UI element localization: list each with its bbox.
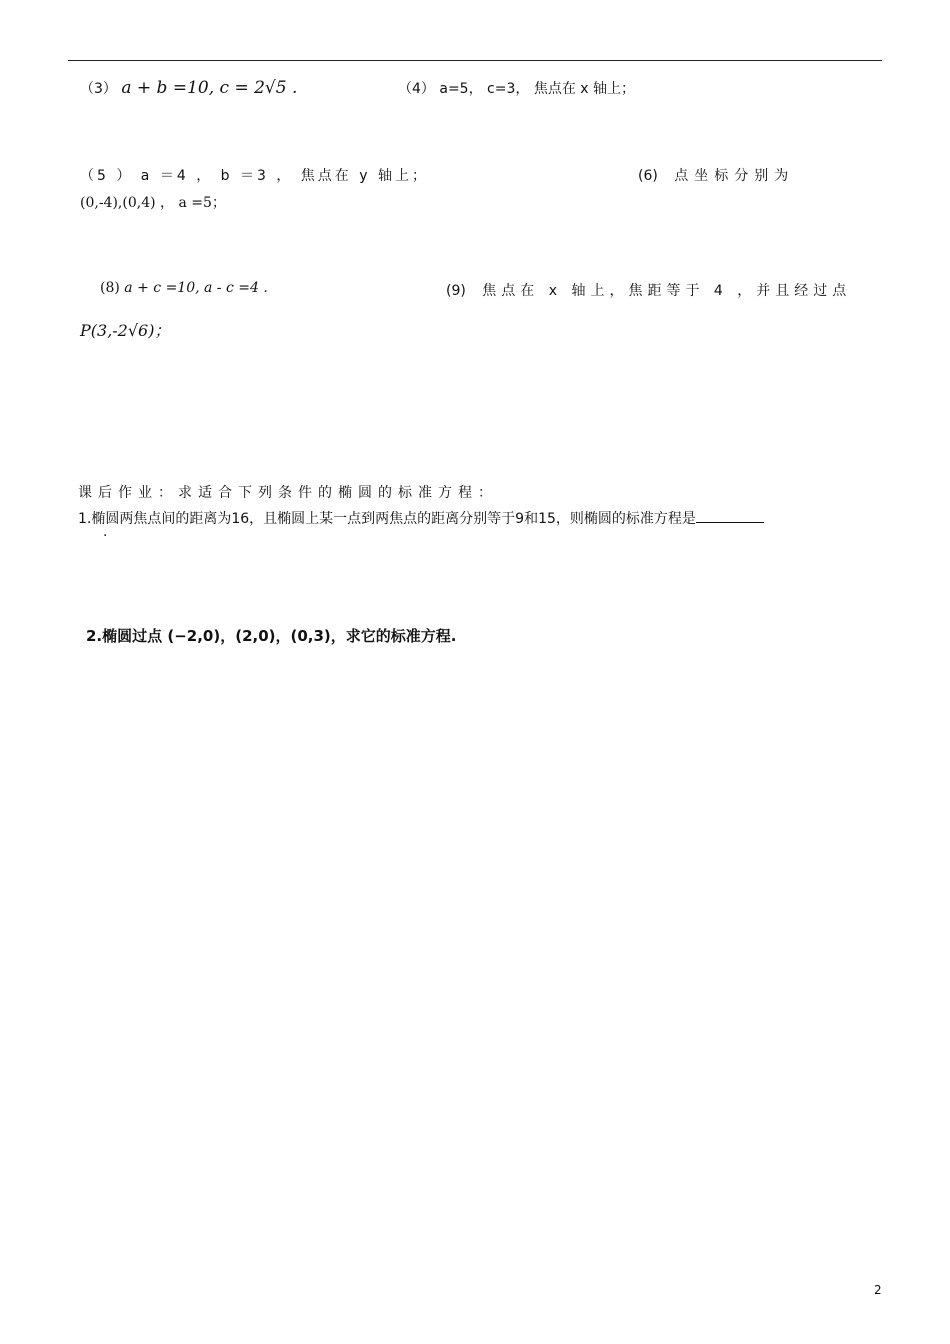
item-3 (80, 78, 297, 98)
item-9-text: 焦点在 x 轴上，焦距等于 4 ，并且经过点 (482, 283, 852, 299)
item-8-formula: a + c =10, a - c =4 . (124, 280, 268, 296)
item-6 (638, 165, 794, 185)
item-9 (446, 280, 851, 300)
item-4-number: （4） (398, 81, 435, 97)
answer-blank (696, 508, 764, 523)
header-rule (68, 60, 882, 61)
item-5 (80, 165, 429, 185)
homework-question-1-end: . (103, 524, 108, 540)
item-8-number: (8) (100, 280, 120, 296)
homework-question-1 (78, 508, 764, 528)
item-6-text: 点坐标分别为 (674, 168, 795, 184)
item-8 (100, 280, 268, 296)
homework-heading: 课后作业：求适合下列条件的椭圆的标准方程： (78, 485, 498, 501)
item-9-number: (9) (446, 283, 466, 299)
item-9-continued: P(3,-2√6)； (80, 321, 171, 340)
item-5-text: （5 ） a ＝4 ， b ＝3 ， 焦点在 y 轴上； (80, 168, 429, 184)
item-3-formula: a + b =10, c = 2√5 . (121, 78, 298, 98)
item-4-text: a=5， c=3， 焦点在 x 轴上； (439, 81, 636, 97)
homework-question-1-text: 1.椭圆两焦点间的距离为16，且椭圆上某一点到两焦点的距离分别等于9和15，则椭圆的标准方程是 (78, 511, 696, 527)
item-4 (398, 78, 635, 98)
item-6-continued: (0,-4),(0,4) ， a =5； (80, 195, 226, 211)
item-3-number: （3） (80, 81, 117, 97)
item-6-number: (6) (638, 168, 658, 184)
page-number: 2 (874, 1283, 882, 1297)
homework-question-2: 2.椭圆过点 (−2,0)，(2,0)，(0,3)，求它的标准方程. (86, 627, 457, 645)
